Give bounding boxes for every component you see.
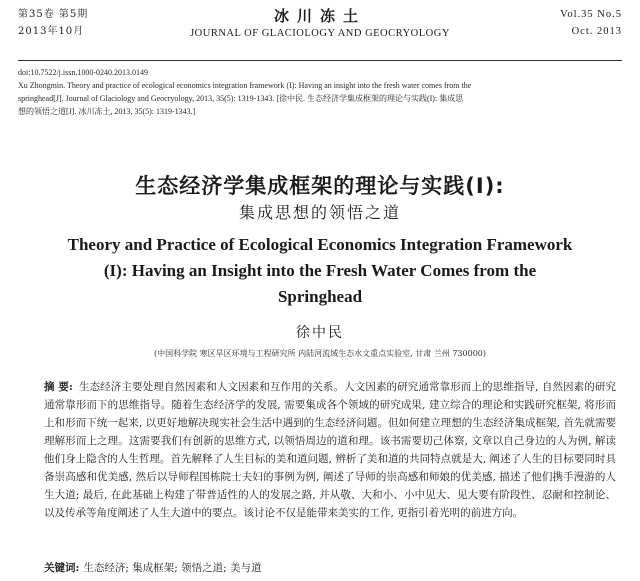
author-name: 徐中民 <box>296 325 344 341</box>
journal-title <box>18 6 622 42</box>
citation-block <box>18 66 626 118</box>
journal-title-cn: 冰川冻土 <box>273 7 366 25</box>
volume-number-en: Vol.35 No.5 <box>560 9 622 20</box>
citation-line: springhead[J]. Journal of Glaciology and Geocryology, 2013, 35(5): 1319-1343. [徐中民. 生态经济学集成框架的理论与实践(I): 集成思 <box>18 94 464 103</box>
volume-issue: 第35卷 第5期 <box>18 9 89 20</box>
journal-header <box>18 6 622 58</box>
paper-title-en: Theory and Practice of Ecological Economics Integration Framework (I): Having an Insight into the Fresh Water Comes from the Springhead <box>67 235 573 306</box>
journal-title-en: JOURNAL OF GLACIOLOGY AND GEOCRYOLOGY <box>190 28 450 39</box>
author-affiliation: (中国科学院 寒区旱区环境与工程研究所 内陆河流域生态水文重点实验室, 甘肃 兰州 730000) <box>153 349 487 358</box>
paper-subtitle-cn: 集成思想的领悟之道 <box>238 203 401 222</box>
date-en: Oct. 2013 <box>571 26 622 37</box>
header-rule <box>18 60 622 61</box>
paper-title-cn: 生态经济学集成框架的理论与实践(I): <box>135 174 505 198</box>
keywords-label: 关键词: <box>44 562 80 574</box>
abstract <box>44 378 616 522</box>
keywords-text: 生态经济; 集成框架; 领悟之道; 美与道 <box>83 562 262 574</box>
doi: doi:10.7522/j.issn.1000-0240.2013.0149 <box>18 68 149 77</box>
citation-line: Xu Zhongmin. Theory and practice of ecological economics integration framework (I): Having an insight into the fresh water comes from the <box>18 81 472 90</box>
abstract-label: 摘 要: <box>44 381 73 393</box>
volume-info-en <box>560 6 622 40</box>
keywords <box>44 560 616 576</box>
abstract-text: 生态经济主要处理自然因素和人文因素和互作用的关系。人文因素的研究通常靠形而上的思维指导, 自然因素的研究通常靠形而下的思维指导。随着生态经济学的发展, 需要集成各个领域的研究成果, 建立综合的理论和实践研究框架, 将形而上和形而下统一起来, 以更好地解决现实社会生活中遇到的生态经济问题。但如何建立理想的生态经济集成框架, 首先就需要理解形而上之理。这需要我们有创新的思维方式, 以领悟周边的道和理。该书需要切己体察, 文章以自己身边的人为例, 解读他们身上隐含的人生哲理。首先解释了人生目标的美和道问题, 辨析了美和道的共同特点就是大, 阐述了人生的目标要同时具备崇高感和优美感, 然后以导师程国栋院士夫妇的事例为例, 阐述了导师的崇高感和师娘的优美感, 描述了他们携手漫游的人生大道; 最后, 在此基础上构建了带普适性的人的发展之路, 并从敬、大和小、小中见大、见大要有阶段性、忍耐和控制论、以及传承等角度阐述了人生大道中的要点。该讨论不仅是能带来美实的工作, 更指引着光明的前进方向。 <box>44 381 616 519</box>
issue-date: 2013年10月 <box>18 26 85 37</box>
citation-line: 想的领悟之道[J]. 冰川冻土, 2013, 35(5): 1319-1343.] <box>18 107 196 116</box>
